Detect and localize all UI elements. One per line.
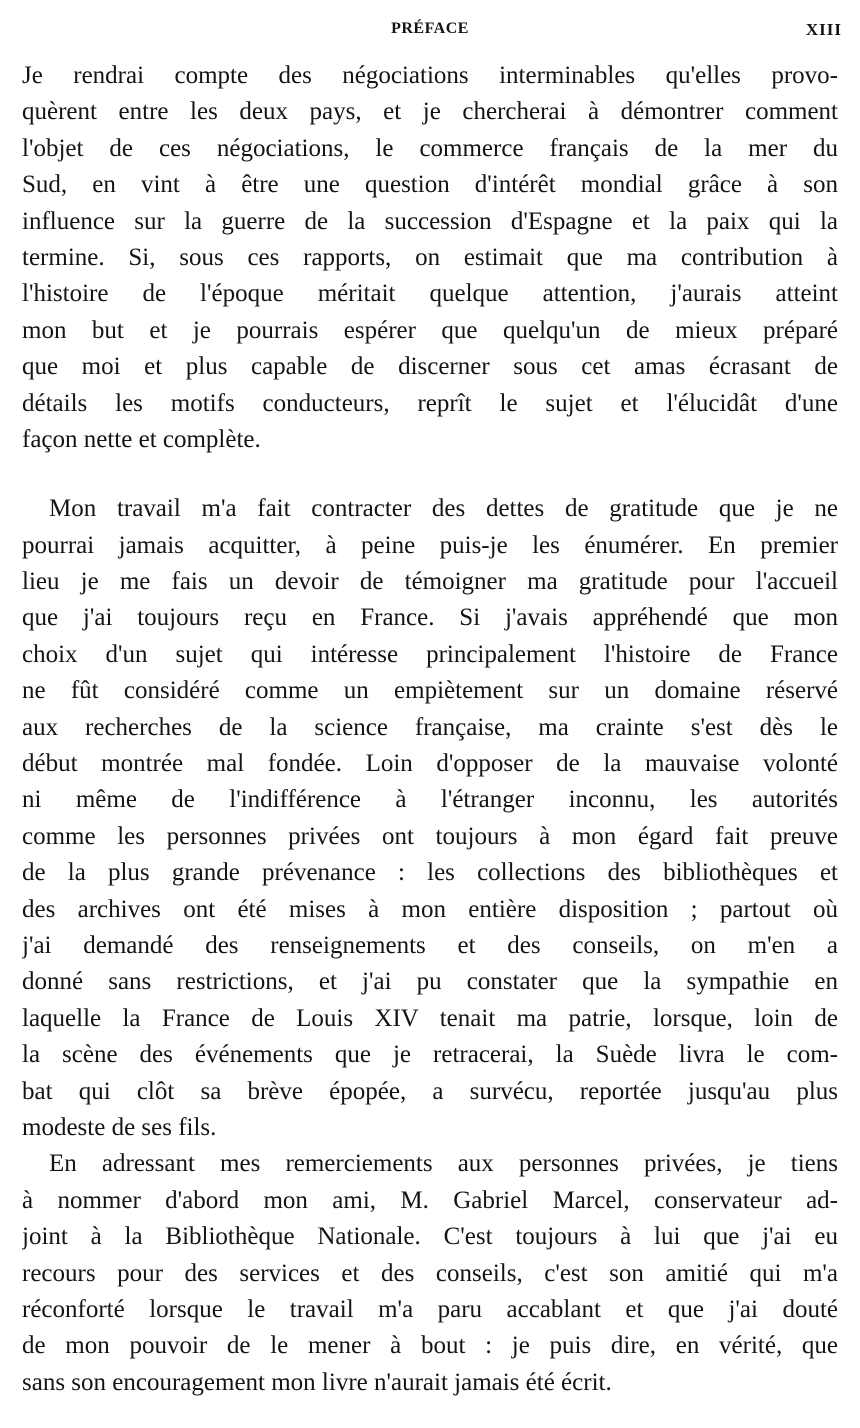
page-number: XIII xyxy=(805,20,842,39)
text-line: ne fût considéré comme un empiètement sur un domaine réservé xyxy=(22,677,838,705)
text-line: réconforté lorsque le travail m'a paru accablant et que j'ai douté xyxy=(22,1295,838,1323)
text-line: Mon travail m'a fait contracter des dettes de gratitude que je ne xyxy=(49,495,838,523)
text-line: Sud, en vint à être une question d'intérêt mondial grâce à son xyxy=(22,171,838,199)
text-line: joint à la Bibliothèque Nationale. C'est toujours à lui que j'ai eu xyxy=(22,1223,838,1251)
text-line: modeste de ses fils. xyxy=(22,1113,217,1141)
text-line: lieu je me fais un devoir de témoigner ma gratitude pour l'accueil xyxy=(22,568,838,596)
text-line: début montrée mal fondée. Loin d'opposer de la mauvaise volonté xyxy=(22,750,838,778)
text-line: termine. Si, sous ces rapports, on estimait que ma contribution à xyxy=(22,243,838,271)
text-line: ni même de l'indifférence à l'étranger inconnu, les autorités xyxy=(22,786,838,814)
text-line: sans son encouragement mon livre n'aurait jamais été écrit. xyxy=(22,1368,612,1396)
text-line: que j'ai toujours reçu en France. Si j'avais appréhendé que mon xyxy=(22,604,838,632)
text-line: des archives ont été mises à mon entière disposition ; partout où xyxy=(22,895,838,923)
text-line: Je rendrai compte des négociations interminables qu'elles provo- xyxy=(22,62,838,89)
text-line: de mon pouvoir de le mener à bout : je puis dire, en vérité, que xyxy=(22,1332,838,1360)
text-line: choix d'un sujet qui intéresse principalement l'histoire de France xyxy=(22,640,838,668)
text-line: quèrent entre les deux pays, et je chercherai à démontrer comment xyxy=(22,98,838,126)
text-line: En adressant mes remerciements aux personnes privées, je tiens xyxy=(49,1150,838,1178)
paragraph xyxy=(22,491,838,1146)
text-line: que moi et plus capable de discerner sous cet amas écrasant de xyxy=(22,353,838,381)
body-text xyxy=(22,58,838,1401)
text-line: pourrai jamais acquitter, à peine puis-je les énumérer. En premier xyxy=(22,531,838,559)
paragraph-spacer xyxy=(22,458,838,491)
paragraph xyxy=(22,1146,838,1401)
paragraph xyxy=(22,58,838,458)
text-line: donné sans restrictions, et j'ai pu constater que la sympathie en xyxy=(22,968,838,996)
text-line: façon nette et complète. xyxy=(22,425,261,453)
text-line: à nommer d'abord mon ami, M. Gabriel Marcel, conservateur ad- xyxy=(22,1186,838,1214)
text-line: aux recherches de la science française, ma crainte s'est dès le xyxy=(22,713,838,741)
text-line: bat qui clôt sa brève épopée, a survécu, reportée jusqu'au plus xyxy=(22,1077,838,1105)
text-line: laquelle la France de Louis XIV tenait ma patrie, lorsque, loin de xyxy=(22,1004,838,1032)
text-line: l'histoire de l'époque méritait quelque attention, j'aurais atteint xyxy=(22,280,838,308)
text-line: mon but et je pourrais espérer que quelqu'un de mieux préparé xyxy=(22,316,838,344)
text-line: recours pour des services et des conseils, c'est son amitié qui m'a xyxy=(22,1259,838,1287)
text-line: j'ai demandé des renseignements et des conseils, on m'en a xyxy=(22,931,838,959)
running-header xyxy=(0,20,860,44)
text-line: la scène des événements que je retracerai, la Suède livra le com- xyxy=(22,1041,838,1069)
text-line: détails les motifs conducteurs, reprît le sujet et l'élucidât d'une xyxy=(22,389,838,417)
text-line: l'objet de ces négociations, le commerce français de la mer du xyxy=(22,134,838,162)
text-line: comme les personnes privées ont toujours à mon égard fait preuve xyxy=(22,822,838,850)
text-line: de la plus grande prévenance : les collections des bibliothèques et xyxy=(22,859,838,887)
text-line: influence sur la guerre de la succession d'Espagne et la paix qui la xyxy=(22,207,838,235)
running-title: PRÉFACE xyxy=(391,20,469,37)
